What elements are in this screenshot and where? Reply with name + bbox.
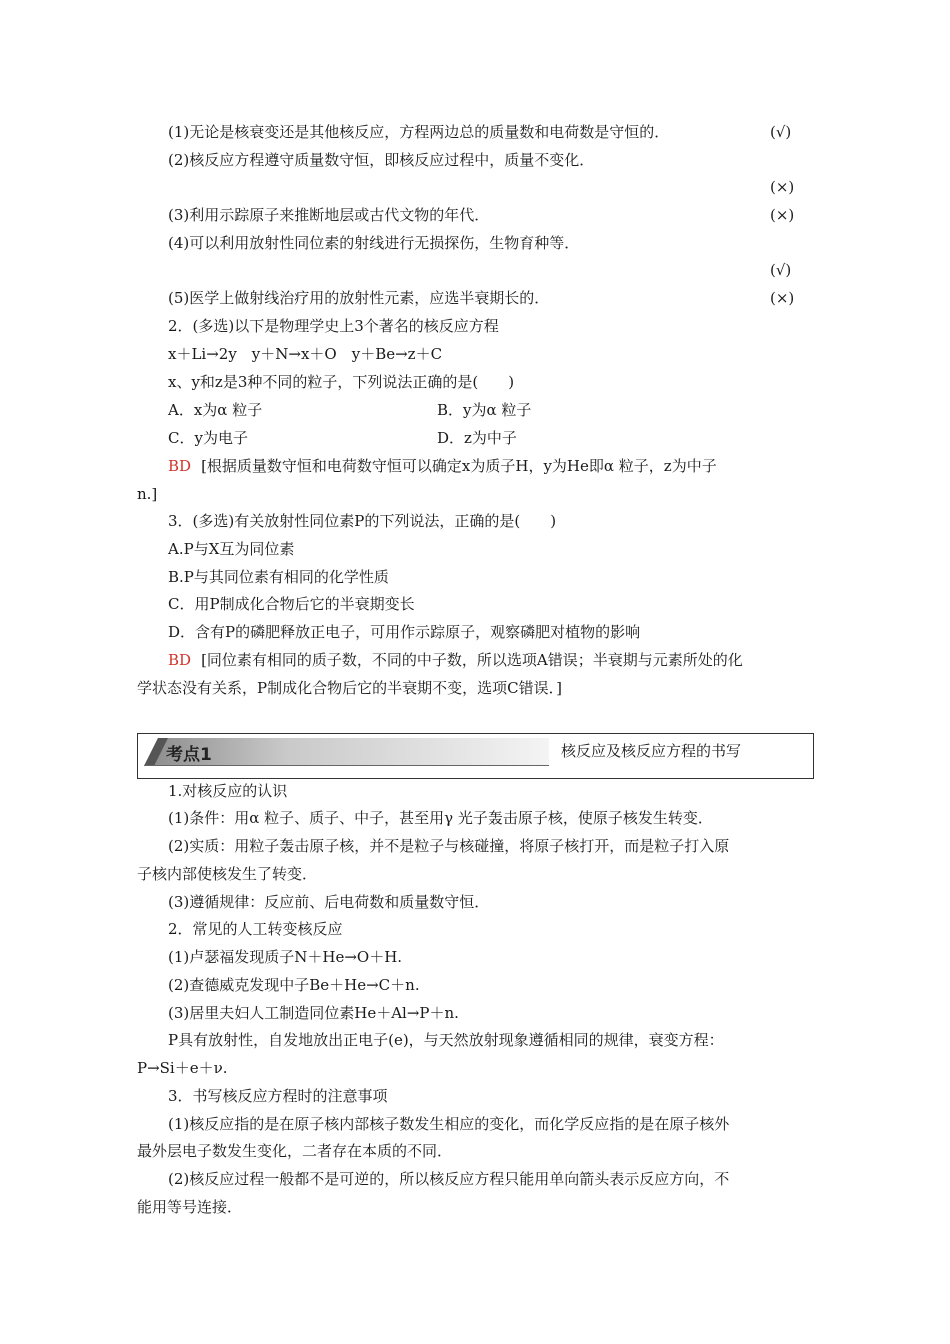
q2-options-row-2 (168, 428, 848, 448)
body-reaction-2: (2)查德威克发现中子Be＋He→C＋n. (168, 976, 420, 994)
body-p3: (3)遵循规律：反应前、后电荷数和质量数守恒． (168, 893, 490, 911)
review-mark-5: (×) (770, 289, 795, 307)
body-p2-line-2: 子核内部使核发生了转变． (137, 865, 318, 883)
q3-stem: 3．(多选)有关放射性同位素P的下列说法，正确的是( ) (168, 512, 557, 530)
q3-option-b: B.P与其同位素有相同的化学性质 (168, 568, 389, 586)
body-note-1-line-2: 最外层电子数发生变化，二者存在本质的不同． (137, 1142, 453, 1160)
q2-options-row-1 (168, 400, 848, 420)
q2-answer: BD (168, 457, 192, 475)
q3-option-c: C．用P制成化合物后它的半衰期变长 (168, 595, 415, 613)
body-note-1-line-1: (1)核反应指的是在原子核内部核子数发生相应的变化，而化学反应指的是在原子核外 (168, 1115, 730, 1133)
q3-explanation-text-2: 学状态没有关系，P制成化合物后它的半衰期不变，选项C错误．] (137, 679, 562, 697)
q2-option-a: A．x为α 粒子 (168, 401, 263, 419)
review-item-2: (2)核反应方程遵守质量数守恒，即核反应过程中，质量不变化． (168, 151, 595, 169)
review-mark-4: (√) (770, 261, 792, 279)
review-item-5: (5)医学上做射线治疗用的放射性元素，应选半衰期长的． (168, 289, 550, 307)
body-note-2-line-2: 能用等号连接． (137, 1198, 243, 1216)
body-p1: (1)条件：用α 粒子、质子、中子，甚至用γ 光子轰击原子核，使原子核发生转变． (168, 809, 713, 827)
body-note-2-line-1: (2)核反应过程一般都不是可逆的，所以核反应方程只能用单向箭头表示反应方向，不 (168, 1170, 730, 1188)
q2-stem: 2．(多选)以下是物理学史上3个著名的核反应方程 (168, 317, 499, 335)
q3-explanation (168, 650, 848, 670)
body-decay-line-2: P→Si＋e＋ν. (137, 1059, 228, 1077)
q2-option-d: D．z为中子 (437, 429, 517, 447)
review-item-3: (3)利用示踪原子来推断地层或古代文物的年代． (168, 206, 490, 224)
review-mark-2: (×) (770, 178, 795, 196)
body-heading-2: 2．常见的人工转变核反应 (168, 920, 343, 938)
review-mark-3: (×) (770, 206, 795, 224)
q3-option-a: A.P与X互为同位素 (168, 540, 295, 558)
q2-option-c: C．y为电子 (168, 429, 248, 447)
q2-explanation-text-1: [根据质量数守恒和电荷数守恒可以确定x为质子H，y为He即α 粒子，z为中子 (201, 457, 717, 475)
q2-option-b: B．y为α 粒子 (437, 401, 532, 419)
section-header (137, 733, 814, 779)
body-heading-1: 1.对核反应的认识 (168, 782, 288, 800)
review-mark-1: (√) (770, 123, 792, 141)
q2-explanation (168, 456, 848, 476)
q2-equations: x＋Li→2y y＋N→x＋O y＋Be→z＋C (168, 345, 443, 363)
review-item-4: (4)可以利用放射性同位素的射线进行无损探伤，生物育种等． (168, 234, 580, 252)
review-item-1: (1)无论是核衰变还是其他核反应，方程两边总的质量数和电荷数是守恒的． (168, 123, 670, 141)
body-p2-line-1: (2)实质：用粒子轰击原子核，并不是粒子与核碰撞，将原子核打开，而是粒子打入原 (168, 837, 730, 855)
body-reaction-3: (3)居里夫妇人工制造同位素He＋Al→P＋n. (168, 1004, 459, 1022)
body-reaction-1: (1)卢瑟福发现质子N＋He→O＋H. (168, 948, 403, 966)
q2-prompt: x、y和z是3种不同的粒子，下列说法正确的是( ) (168, 373, 515, 391)
q3-answer: BD (168, 651, 192, 669)
q3-explanation-text-1: [同位素有相同的质子数，不同的中子数，所以选项A错误；半衰期与元素所处的化 (201, 651, 743, 669)
section-tag-label: 考点1 (166, 745, 212, 765)
q2-explanation-text-2: n.] (137, 485, 158, 503)
body-decay-line-1: P具有放射性，自发地放出正电子(e)，与天然放射现象遵循相同的规律，衰变方程： (168, 1031, 724, 1049)
section-title: 核反应及核反应方程的书写 (561, 742, 742, 760)
q3-option-d: D．含有P的磷肥释放正电子，可用作示踪原子，观察磷肥对植物的影响 (168, 623, 641, 641)
body-heading-3: 3．书写核反应方程时的注意事项 (168, 1087, 388, 1105)
